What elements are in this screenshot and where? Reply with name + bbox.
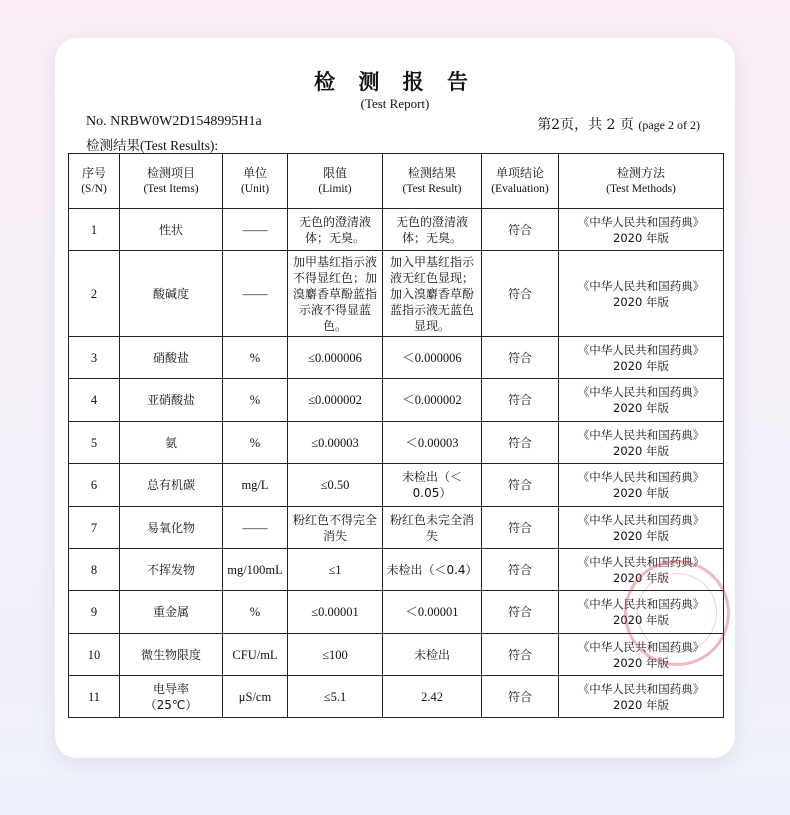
table-header-row <box>69 154 724 209</box>
cell-method: 《中华人民共和国药典》 2020 年版 <box>559 464 724 507</box>
table-row <box>69 251 724 337</box>
cell-unit: mg/100mL <box>223 549 288 591</box>
results-label <box>86 134 218 154</box>
cell-evaluation: 符合 <box>482 634 559 676</box>
header-unit: 单位 (Unit) <box>223 154 288 209</box>
cell-unit: CFU/mL <box>223 634 288 676</box>
cell-method: 《中华人民共和国药典》 2020 年版 <box>559 634 724 676</box>
page-indicator-zh: 第2页，共 2 页 <box>537 117 634 133</box>
header-test-methods: 检测方法 (Test Methods) <box>559 154 724 209</box>
cell-sn: 9 <box>69 591 120 634</box>
table-row <box>69 591 724 634</box>
table-row <box>69 209 724 251</box>
cell-limit: 加甲基红指示液不得显红色；加溴麝香草酚蓝指示液不得显蓝色。 <box>288 251 383 337</box>
cell-item: 微生物限度 <box>120 634 223 676</box>
cell-evaluation: 符合 <box>482 379 559 422</box>
cell-item: 硝酸盐 <box>120 337 223 379</box>
header-evaluation: 单项结论 (Evaluation) <box>482 154 559 209</box>
cell-sn: 7 <box>69 507 120 549</box>
cell-sn: 4 <box>69 379 120 422</box>
table-row <box>69 422 724 464</box>
results-table <box>68 153 724 718</box>
results-label-en: (Test Results): <box>140 138 219 153</box>
cell-item: 氨 <box>120 422 223 464</box>
cell-result: ＜0.000002 <box>383 379 482 422</box>
cell-limit: ≤1 <box>288 549 383 591</box>
cell-limit: 无色的澄清液体；无臭。 <box>288 209 383 251</box>
cell-item: 电导率 （25℃） <box>120 676 223 718</box>
cell-sn: 2 <box>69 251 120 337</box>
cell-method: 《中华人民共和国药典》 2020 年版 <box>559 676 724 718</box>
cell-sn: 10 <box>69 634 120 676</box>
cell-sn: 6 <box>69 464 120 507</box>
cell-method: 《中华人民共和国药典》 2020 年版 <box>559 549 724 591</box>
cell-evaluation: 符合 <box>482 464 559 507</box>
cell-result: 加入甲基红指示液无红色显现；加入溴麝香草酚蓝指示液无蓝色显现。 <box>383 251 482 337</box>
cell-result: ＜0.00001 <box>383 591 482 634</box>
cell-result: ＜0.000006 <box>383 337 482 379</box>
report-title: 检 测 报 告 <box>314 70 476 94</box>
cell-evaluation: 符合 <box>482 549 559 591</box>
cell-item: 不挥发物 <box>120 549 223 591</box>
cell-limit: ≤100 <box>288 634 383 676</box>
table-row <box>69 337 724 379</box>
cell-limit: ≤0.50 <box>288 464 383 507</box>
cell-item: 重金属 <box>120 591 223 634</box>
cell-evaluation: 符合 <box>482 337 559 379</box>
table-row <box>69 676 724 718</box>
cell-method: 《中华人民共和国药典》 2020 年版 <box>559 209 724 251</box>
cell-result: 粉红色未完全消失 <box>383 507 482 549</box>
cell-unit: % <box>223 337 288 379</box>
cell-evaluation: 符合 <box>482 251 559 337</box>
table-row <box>69 507 724 549</box>
cell-method: 《中华人民共和国药典》 2020 年版 <box>559 422 724 464</box>
cell-sn: 3 <box>69 337 120 379</box>
cell-unit: % <box>223 379 288 422</box>
table-row <box>69 464 724 507</box>
table-row <box>69 634 724 676</box>
cell-limit: ≤0.000002 <box>288 379 383 422</box>
cell-evaluation: 符合 <box>482 209 559 251</box>
cell-unit: % <box>223 591 288 634</box>
report-number: No. NRBW0W2D1548995H1a <box>86 114 262 129</box>
cell-sn: 5 <box>69 422 120 464</box>
cell-limit: ≤5.1 <box>288 676 383 718</box>
cell-evaluation: 符合 <box>482 676 559 718</box>
cell-limit: ≤0.000006 <box>288 337 383 379</box>
header-limit: 限值 (Limit) <box>288 154 383 209</box>
cell-item: 酸碱度 <box>120 251 223 337</box>
cell-limit: 粉红色不得完全消失 <box>288 507 383 549</box>
results-label-zh: 检测结果 <box>86 138 140 154</box>
cell-unit: —— <box>223 251 288 337</box>
cell-limit: ≤0.00003 <box>288 422 383 464</box>
cell-item: 总有机碳 <box>120 464 223 507</box>
header-test-result: 检测结果 (Test Result) <box>383 154 482 209</box>
cell-method: 《中华人民共和国药典》 2020 年版 <box>559 251 724 337</box>
table-row <box>69 379 724 422</box>
cell-sn: 1 <box>69 209 120 251</box>
cell-unit: mg/L <box>223 464 288 507</box>
cell-result: 未检出（＜0.4） <box>383 549 482 591</box>
cell-result: 2.42 <box>383 676 482 718</box>
cell-evaluation: 符合 <box>482 591 559 634</box>
cell-unit: —— <box>223 507 288 549</box>
header-test-items: 检测项目 (Test Items) <box>120 154 223 209</box>
cell-method: 《中华人民共和国药典》 2020 年版 <box>559 507 724 549</box>
cell-sn: 8 <box>69 549 120 591</box>
cell-evaluation: 符合 <box>482 422 559 464</box>
cell-method: 《中华人民共和国药典》 2020 年版 <box>559 337 724 379</box>
page-indicator <box>537 114 700 134</box>
header-sn: 序号 (S/N) <box>69 154 120 209</box>
cell-method: 《中华人民共和国药典》 2020 年版 <box>559 591 724 634</box>
cell-result: 未检出 <box>383 634 482 676</box>
cell-unit: % <box>223 422 288 464</box>
cell-item: 性状 <box>120 209 223 251</box>
cell-item: 亚硝酸盐 <box>120 379 223 422</box>
report-subtitle: (Test Report) <box>360 96 430 111</box>
cell-result: 未检出（＜0.05） <box>383 464 482 507</box>
cell-result: ＜0.00003 <box>383 422 482 464</box>
cell-result: 无色的澄清液体；无臭。 <box>383 209 482 251</box>
cell-method: 《中华人民共和国药典》 2020 年版 <box>559 379 724 422</box>
table-row <box>69 549 724 591</box>
cell-unit: μS/cm <box>223 676 288 718</box>
cell-sn: 11 <box>69 676 120 718</box>
page-indicator-en: (page 2 of 2) <box>638 118 700 132</box>
cell-unit: —— <box>223 209 288 251</box>
cell-evaluation: 符合 <box>482 507 559 549</box>
cell-limit: ≤0.00001 <box>288 591 383 634</box>
cell-item: 易氧化物 <box>120 507 223 549</box>
